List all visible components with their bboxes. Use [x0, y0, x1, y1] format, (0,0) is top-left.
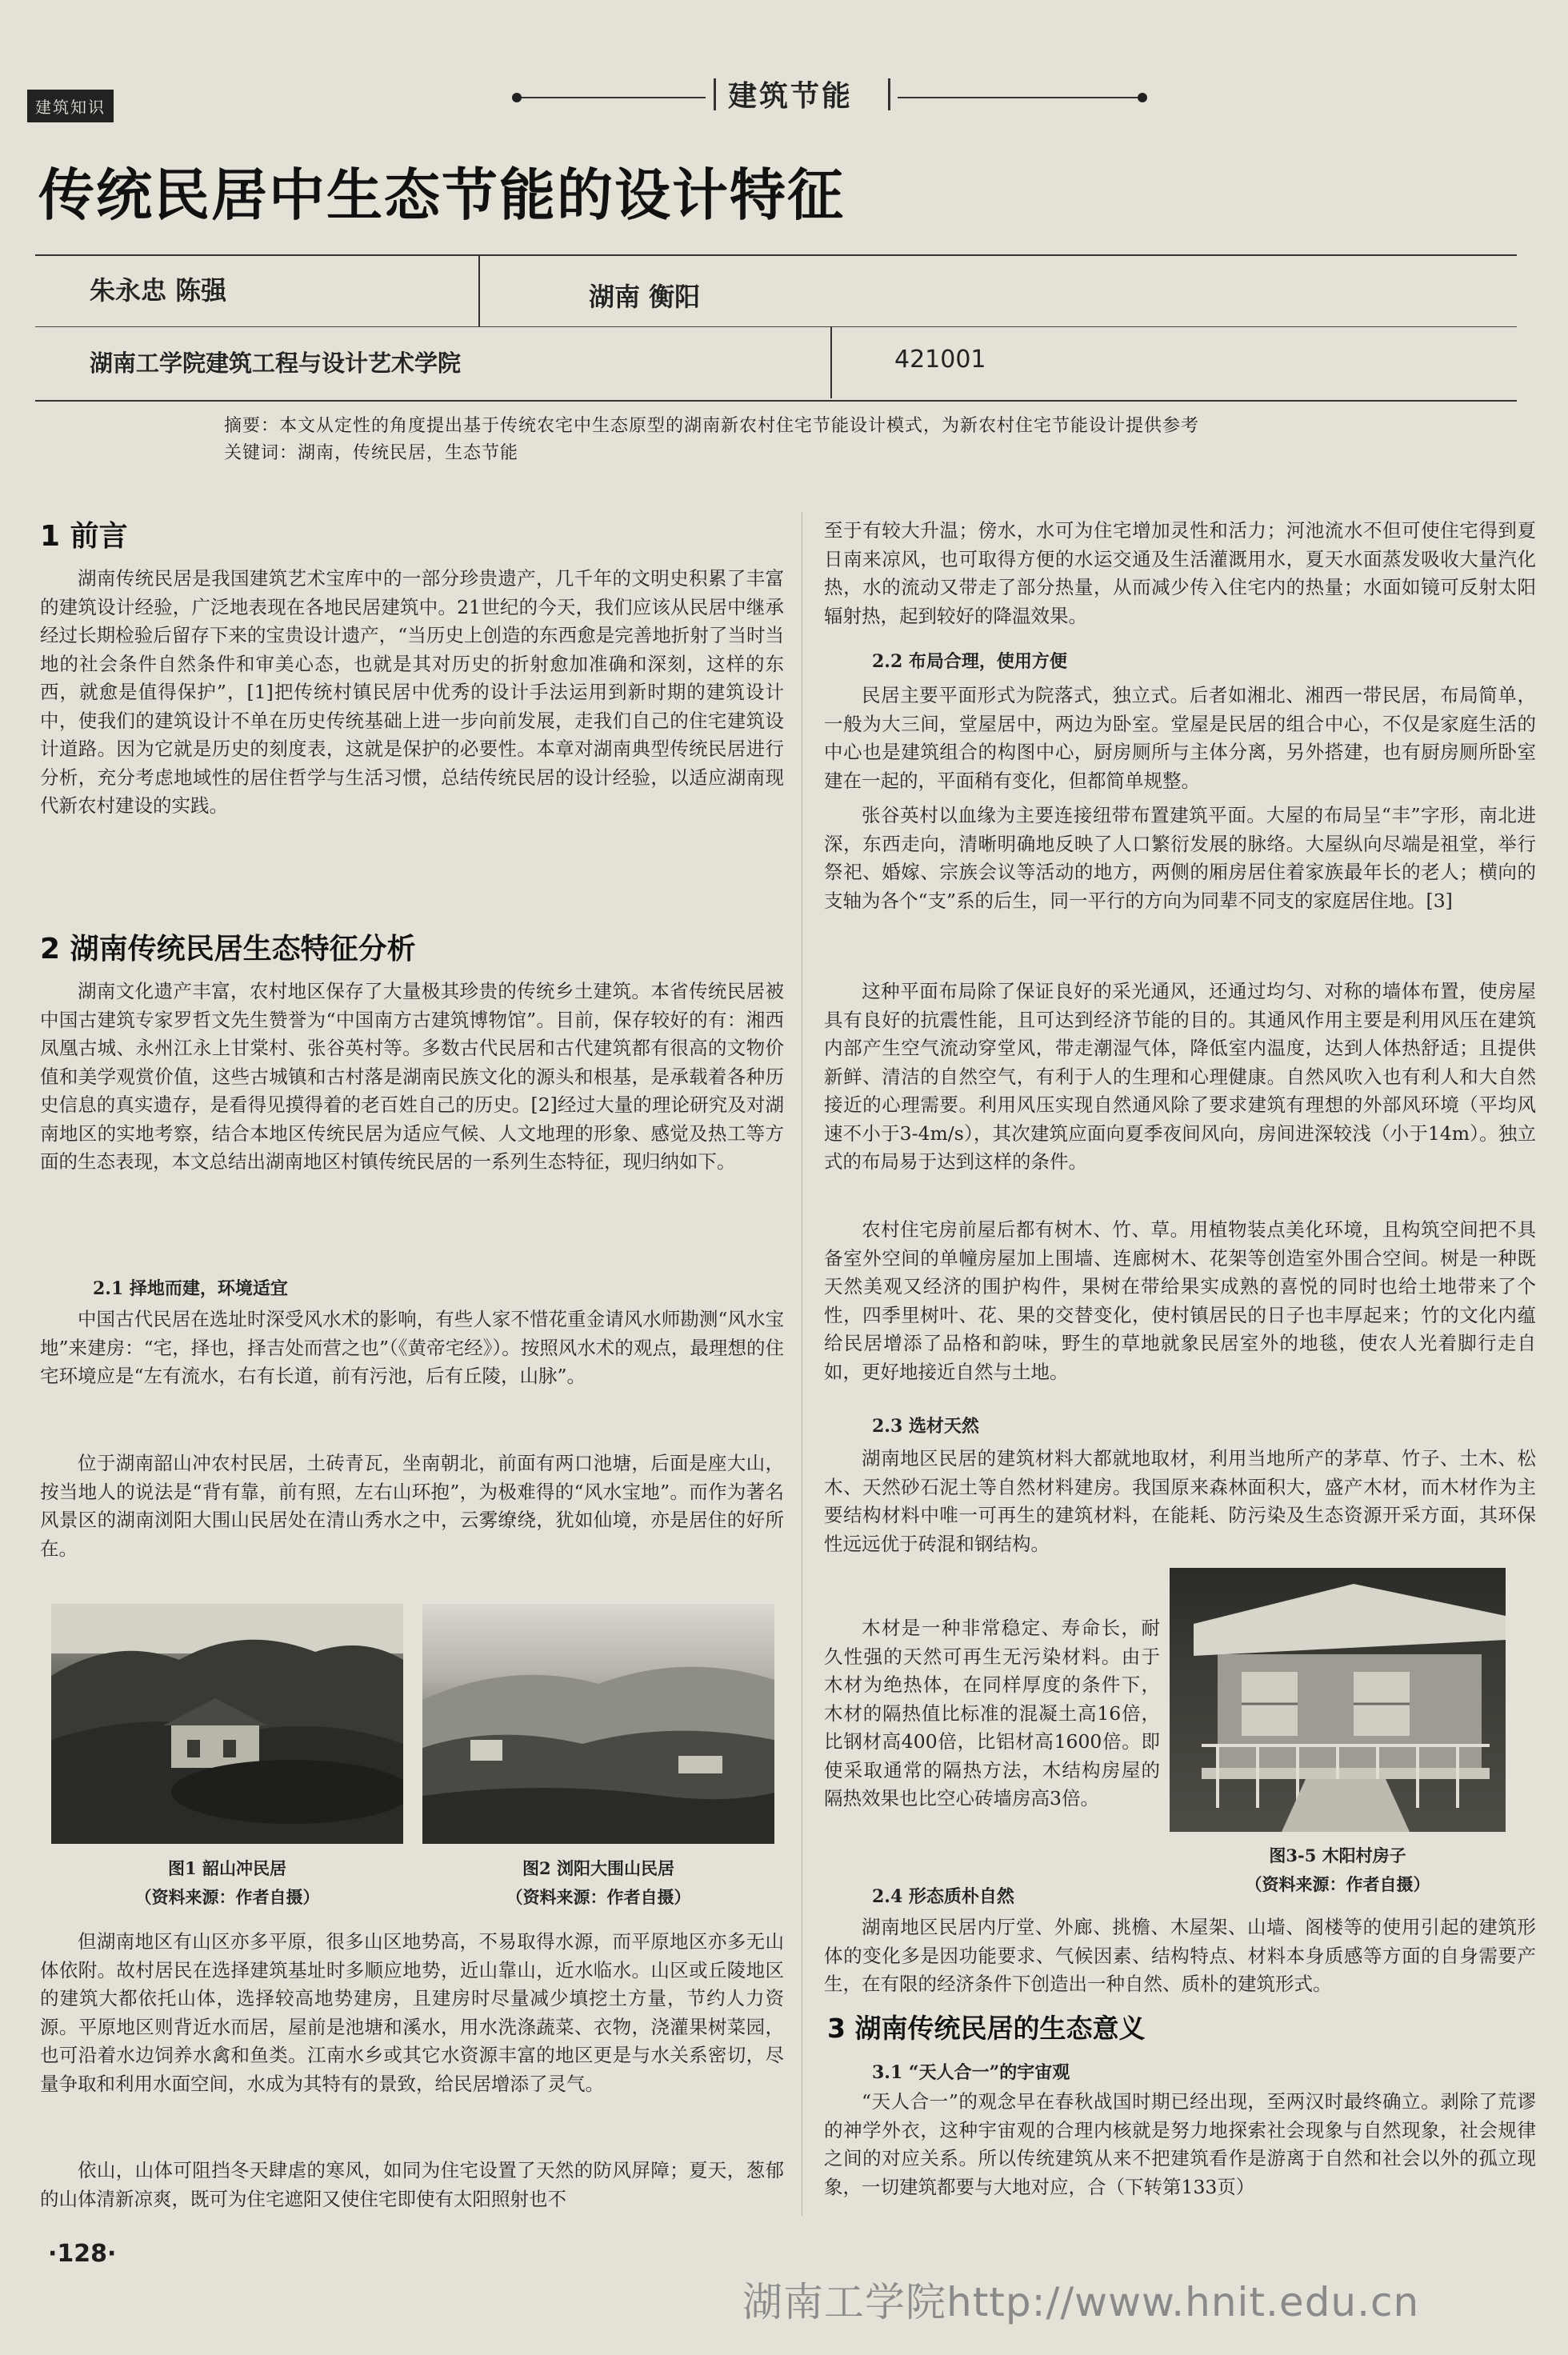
figure-2-title: 图2 浏阳大围山民居	[522, 1858, 674, 1878]
figure-1-caption	[51, 1854, 403, 1912]
heading-1: 1 前言	[40, 520, 128, 553]
heading-2-3: 2.3 选材天然	[872, 1416, 979, 1437]
authors: 朱永忠 陈强	[90, 275, 227, 306]
postcode: 421001	[894, 346, 986, 374]
paragraph-site: 但湖南地区有山区亦多平原，很多山区地势高，不易取得水源，而平原地区亦多无山体依附。故村居民在选择建筑基址时多顺应地势，近山靠山，近水临水。山区或丘陵地区的建筑大都依托山体，选择较高地势建房，且建房时尽量减少填挖土方量，节约人力资源。平原地区则背近水而居，屋前是池塘和溪水，用水洗涤蔬菜、衣物，浇灌果树菜园，也可沿着水边饲养水禽和鱼类。江南水乡或其它水资源丰富的地区更是与水关系密切，尽量争取和利用水面空间，水成为其特有的景致，给民居增添了灵气。	[40, 1930, 784, 2095]
figure-1-source: （资料来源：作者自摄）	[134, 1887, 320, 1907]
figure-3-source: （资料来源：作者自摄）	[1245, 1874, 1430, 1894]
figure-2-scene	[422, 1604, 774, 1844]
header-dot-right	[1138, 93, 1147, 102]
info-divider	[35, 326, 1517, 327]
paragraph-materials: 湖南地区民居的建筑材料大都就地取材，利用当地所产的茅草、竹子、土木、松木、天然砂石泥土等自然材料建房。我国原来森林面积大，盛产木材，而木材作为主要结构材料中唯一可再生的建筑材料，在能耗、防污染及生态资源开采方面，其环保性远远优于砖混和钢结构。	[824, 1447, 1536, 1555]
paragraph-zhanggu: 张谷英村以血缘为主要连接纽带布置建筑平面。大屋的布局呈“丰”字形，南北进深，东西走向，清晰明确地反映了人口繁衍发展的脉络。大屋纵向尽端是祖堂，举行祭祀、婚嫁、宗族会议等活动的地方，两侧的厢房居住着家族最年长的老人；横向的支轴为各个“支”系的后生，同一平行的方向为同辈不同支的家庭居住地。[3]	[824, 804, 1536, 912]
site-watermark: 湖南工学院http://www.hnit.edu.cn	[742, 2279, 1420, 2325]
paragraph-wood: 木材是一种非常稳定、寿命长，耐久性强的天然可再生无污染材料。由于木材为绝热体，在同样厚度的条件下，木材的隔热值比标准的混凝土高16倍，比钢材高400倍，比铝材高1600倍。即使采取通常的隔热方法，木结构房屋的隔热效果也比空心砖墙房高3倍。	[824, 1617, 1160, 1809]
paragraph-intro: 湖南传统民居是我国建筑艺术宝库中的一部分珍贵遗产，几千年的文明史积累了丰富的建筑设计经验，广泛地表现在各地民居建筑中。21世纪的今天，我们应该从民居中继承经过长期检验后留存下来的宝贵设计遗产，“当历史上创造的东西愈是完善地折射了当时当地的社会条件自然条件和审美心态，也就是其对历史的折射愈加准确和深刻，这样的东西，就愈是值得保护”，[1]把传统村镇民居中优秀的设计手法运用到新时期的建筑设计中，使我们的建筑设计不单在历史传统基础上进一步向前发展，走我们自己的住宅建筑设计道路。因为它就是历史的刻度表，这就是保护的必要性。本章对湖南典型传统民居进行分析，充分考虑地域性的居住哲学与生活习惯，总结传统民居的设计经验，以适应湖南现代新农村建设的实践。	[40, 567, 784, 817]
figure-3-title: 图3-5 木阳村房子	[1269, 1845, 1406, 1865]
figure-1-photo	[51, 1604, 403, 1844]
paragraph-water: 至于有较大升温；傍水，水可为住宅增加灵性和活力；河池流水不但可使住宅得到夏日南来凉风，也可取得方便的水运交通及生活灌溉用水，夏天水面蒸发吸收大量汽化热，水的流动又带走了部分热量，从而减少传入住宅内的热量；水面如镜可反射太阳辐射热，起到较好的降温效果。	[824, 519, 1536, 627]
paragraph-2-intro: 湖南文化遗产丰富，农村地区保存了大量极其珍贵的传统乡土建筑。本省传统民居被中国古建筑专家罗哲文先生赞誉为“中国南方古建筑博物馆”。目前，保存较好的有：湘西凤凰古城、永州江永上甘棠村、张谷英村等。多数古代民居和古代建筑都有很高的文物价值和美学观赏价值，这些古城镇和古村落是湖南民族文化的源头和根基，是承载着各种历史信息的真实遗存，是看得见摸得着的老百姓自己的历史。[2]经过大量的理论研究及对湖南地区的实地考察，结合本地区传统民居为适应气候、人文地理的形象、感觉及热工等方面的生态表现，本文总结出湖南地区村镇传统民居的一系列生态特征，现归纳如下。	[40, 980, 784, 1173]
paragraph-layout: 民居主要平面形式为院落式，独立式。后者如湘北、湘西一带民居，布局简单，一般为大三间，堂屋居中，两边为卧室。堂屋是民居的组合中心，不仅是家庭生活的中心也是建筑组合的构图中心，厨房厕所与主体分离，另外搭建，也有厨房厕所卧室建在一起的，平面稍有变化，但都简单规整。	[824, 684, 1536, 792]
paragraph-ventilation: 这种平面布局除了保证良好的采光通风，还通过均匀、对称的墙体布置，使房屋具有良好的抗震性能，且可达到经济节能的目的。其通风作用主要是利用风压在建筑内部产生空气流动穿堂风，带走潮湿气体，降低室内温度，达到人体热舒适；且提供新鲜、清洁的自然空气，有利于人的生理和心理健康。自然风吹入也有利人和大自然接近的心理需要。利用风压实现自然通风除了要求建筑有理想的外部风环境（平均风速不小于3-4m/s），其次建筑应面向夏季夜间风向，房间进深较浅（小于14m）。独立式的布局易于达到这样的条件。	[824, 980, 1536, 1173]
affiliation: 湖南工学院建筑工程与设计艺术学院	[90, 350, 462, 377]
heading-2-2: 2.2 布局合理，使用方便	[872, 651, 1067, 672]
figure-3-caption	[1170, 1841, 1506, 1899]
page-number: ·128·	[48, 2240, 117, 2268]
abstract	[224, 413, 1504, 467]
header-dot-left	[512, 93, 522, 102]
keywords: 关键词：湖南，传统民居，生态节能	[224, 443, 519, 463]
category-badge: 建筑知识	[27, 90, 114, 122]
figure-2-photo	[422, 1604, 774, 1844]
location: 湖南 衡阳	[589, 282, 701, 312]
figure-3-scene	[1170, 1568, 1506, 1832]
figure-3-photo	[1170, 1568, 1506, 1832]
figure-1-scene	[51, 1604, 403, 1844]
header-rule-left	[522, 97, 706, 98]
paragraph-vegetation: 农村住宅房前屋后都有树木、竹、草。用植物装点美化环境，且构筑空间把不具备室外空间的单幢房屋加上围墙、连廊树木、花架等创造室外围合空间。树是一种既天然美观又经济的围护构件，果树在带给果实成熟的喜悦的同时也给土地带来了个性，四季里树叶、花、果的交替变化，使村镇居民的日子也丰厚起来；竹的文化内蕴给民居增添了品格和韵味，野生的草地就象民居室外的地毯，使农人光着脚行走自如，更好地接近自然与土地。	[824, 1218, 1536, 1383]
section-label: 建筑节能	[728, 80, 854, 113]
paragraph-shaoshan: 位于湖南韶山冲农村民居，土砖青瓦，坐南朝北，前面有两口池塘，后面是座大山，按当地人的说法是“背有靠，前有照，左右山环抱”，为极难得的“风水宝地”。而作为著名风景区的湖南浏阳大围山民居处在清山秀水之中，云雾缭绕，犹如仙境，亦是居住的好所在。	[40, 1452, 784, 1560]
paragraph-mountain: 依山，山体可阻挡冬天肆虐的寒风，如同为住宅设置了天然的防风屏障；夏天，葱郁的山体清新凉爽，既可为住宅遮阳又使住宅即使有太阳照射也不	[40, 2159, 784, 2210]
info-divider-vertical-1	[478, 254, 480, 326]
paragraph-form: 湖南地区民居内厅堂、外廊、挑檐、木屋架、山墙、阁楼等的使用引起的建筑形体的变化多是因功能要求、气候因素、结构特点、材料本身质感等方面的自身需要产生，在有限的经济条件下创造出一种自然、质朴的建筑形式。	[824, 1916, 1536, 1995]
abstract-text: 摘要：本文从定性的角度提出基于传统农宅中生态原型的湖南新农村住宅节能设计模式，为新农村住宅节能设计提供参考	[224, 416, 1200, 436]
figure-2-source: （资料来源：作者自摄）	[506, 1887, 691, 1907]
paragraph-tianren: “天人合一”的观念早在春秋战国时期已经出现，至两汉时最终确立。剥除了荒谬的神学外衣，这种宇宙观的合理内核就是努力地探索社会现象与自然现象，社会规律之间的对应关系。所以传统建筑从来不把建筑看作是游离于自然和社会以外的孤立现象，一切建筑都要与大地对应，合（下转第133页）	[824, 2090, 1536, 2198]
header-bar-left	[714, 78, 716, 110]
article-title: 传统民居中生态节能的设计特征	[38, 162, 845, 228]
author-info-box	[35, 254, 1517, 402]
heading-2: 2 湖南传统民居生态特征分析	[40, 933, 416, 966]
figure-2-caption	[422, 1854, 774, 1912]
heading-2-4: 2.4 形态质朴自然	[872, 1886, 1014, 1907]
info-divider-vertical-2	[830, 326, 832, 398]
figure-1-title: 图1 韶山冲民居	[168, 1858, 286, 1878]
header-rule-right	[898, 97, 1138, 98]
header-bar-right	[888, 78, 890, 110]
heading-3-1: 3.1 “天人合一”的宇宙观	[872, 2062, 1070, 2083]
heading-3: 3 湖南传统民居的生态意义	[827, 2013, 1146, 2044]
paragraph-fengshui: 中国古代民居在选址时深受风水术的影响，有些人家不惜花重金请风水师勘测“风水宝地”来建房：“宅，择也，择吉处而营之也”（《黄帝宅经》）。按照风水术的观点，最理想的住宅环境应是“左有流水，右有长道，前有污池，后有丘陵，山脉”。	[40, 1308, 784, 1387]
heading-2-1: 2.1 择地而建，环境适宜	[93, 1278, 288, 1299]
